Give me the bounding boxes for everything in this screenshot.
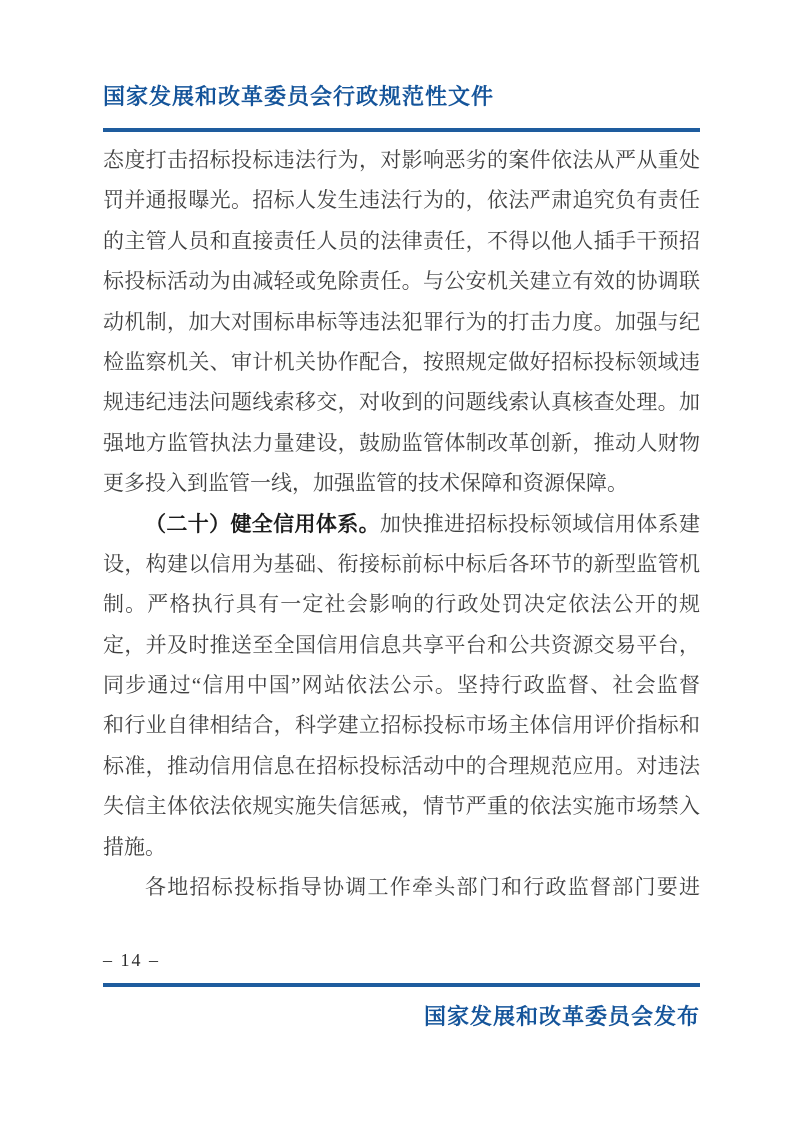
body-line: 各地招标投标指导协调工作牵头部门和行政监督部门要进 bbox=[145, 875, 700, 900]
body-line: 措施。 bbox=[103, 834, 166, 859]
page-number: – 14 – bbox=[103, 950, 160, 970]
body-line: 的主管人员和直接责任人员的法律责任，不得以他人插手干预招 bbox=[103, 228, 700, 253]
body-line: 失信主体依法依规实施失信惩戒，情节严重的依法实施市场禁入 bbox=[103, 794, 700, 819]
body-line-text: 加快推进招标投标领域信用体系建 bbox=[379, 511, 701, 536]
body-line: 检监察机关、审计机关协作配合，按照规定做好招标投标领域违 bbox=[103, 349, 700, 374]
body-line: 动机制，加大对围标串标等违法犯罪行为的打击力度。加强与纪 bbox=[103, 309, 700, 334]
body-line: 设，构建以信用为基础、衔接标前标中标后各环节的新型监管机 bbox=[103, 551, 700, 576]
document-header-title: 国家发展和改革委员会行政规范性文件 bbox=[103, 84, 495, 109]
footer-rule bbox=[103, 983, 700, 987]
body-line: 制。严格执行具有一定社会影响的行政处罚决定依法公开的规 bbox=[103, 592, 700, 617]
body-line: 同步通过“信用中国”网站依法公示。坚持行政监督、社会监督 bbox=[103, 673, 700, 698]
header-rule bbox=[103, 128, 700, 132]
section-heading: （二十）健全信用体系。 bbox=[145, 511, 380, 536]
body-line: 罚并通报曝光。招标人发生违法行为的，依法严肃追究负有责任 bbox=[103, 188, 700, 213]
body-line: 规违纪违法问题线索移交，对收到的问题线索认真核查处理。加 bbox=[103, 390, 700, 415]
body-line bbox=[103, 504, 700, 544]
body-line: 和行业自律相结合，科学建立招标投标市场主体信用评价指标和 bbox=[103, 713, 700, 738]
body-line: 态度打击招标投标违法行为，对影响恶劣的案件依法从严从重处 bbox=[103, 148, 700, 172]
publisher-label: 国家发展和改革委员会发布 bbox=[423, 1004, 700, 1029]
body-line: 标准，推动信用信息在招标投标活动中的合理规范应用。对违法 bbox=[103, 753, 700, 778]
body-line: 标投标活动为由减轻或免除责任。与公安机关建立有效的协调联 bbox=[103, 269, 700, 294]
document-body bbox=[103, 140, 700, 907]
body-line: 强地方监管执法力量建设，鼓励监管体制改革创新，推动人财物 bbox=[103, 430, 700, 455]
body-line: 定，并及时推送至全国信用信息共享平台和公共资源交易平台， bbox=[103, 632, 700, 657]
body-line: 更多投入到监管一线，加强监管的技术保障和资源保障。 bbox=[103, 471, 628, 496]
